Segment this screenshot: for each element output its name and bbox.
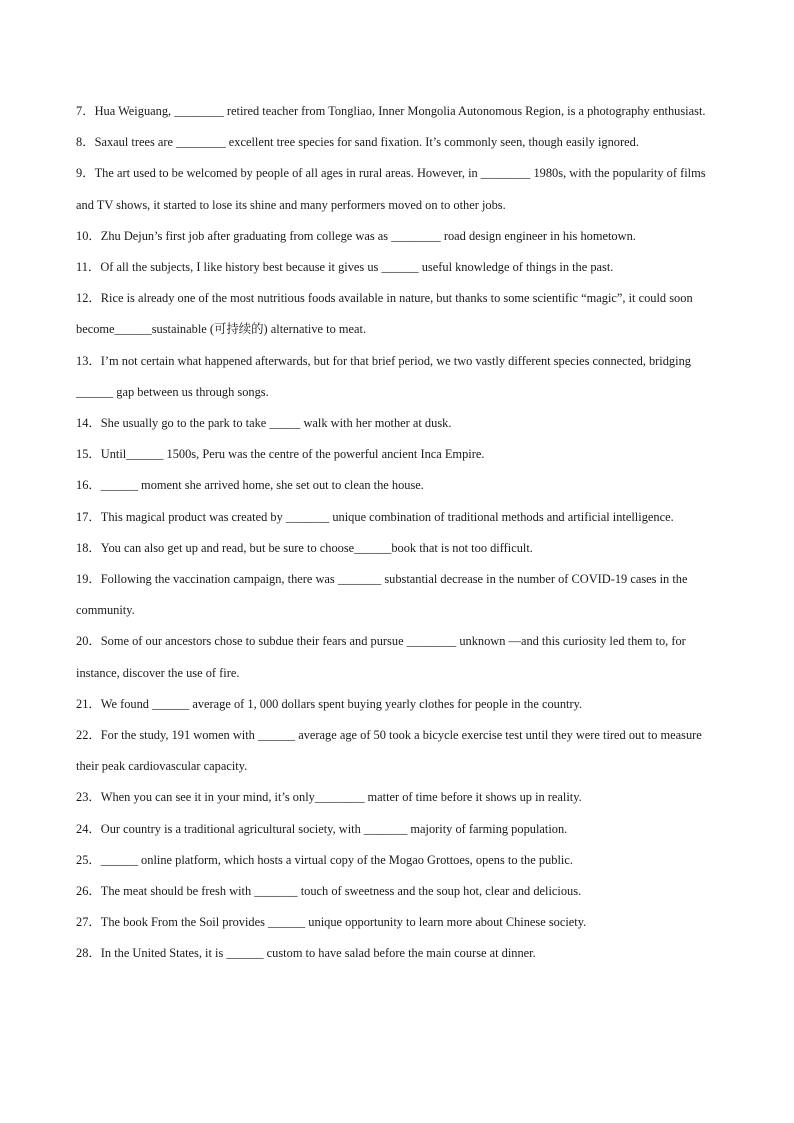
exercise-item-28: 28．In the United States, it is ______ custom to have salad before the main course at dinner. — [76, 946, 536, 961]
exercise-item-12: 12．Rice is already one of the most nutritious foods available in nature, but thanks to some scientific “magic”, it could soon become______sustainable (可持续的) alternative to meat. — [76, 291, 693, 337]
exercise-item-27: 27．The book From the Soil provides ______ unique opportunity to learn more about Chinese society. — [76, 915, 587, 930]
exercise-item-8: 8．Saxaul trees are ________ excellent tree species for sand fixation. It’s commonly seen, though easily ignored. — [76, 135, 639, 150]
exercise-item-15: 15．Until______ 1500s, Peru was the centre of the powerful ancient Inca Empire. — [76, 447, 485, 462]
exercise-item-18: 18．You can also get up and read, but be sure to choose______book that is not too difficult. — [76, 540, 533, 555]
exercise-item-16: 16．______ moment she arrived home, she set out to clean the house. — [76, 478, 424, 493]
exercise-item-21: 21．We found ______ average of 1, 000 dollars spent buying yearly clothes for people in the country. — [76, 696, 583, 711]
exercise-item-19: 19．Following the vaccination campaign, there was _______ substantial decrease in the number of COVID-19 cases in the community. — [76, 572, 688, 618]
exercise-item-20: 20．Some of our ancestors chose to subdue their fears and pursue ________ unknown —and this curiosity led them to, for instance, discover the use of fire. — [76, 634, 686, 680]
exercise-list — [76, 96, 724, 970]
exercise-item-7: 7．Hua Weiguang, ________ retired teacher from Tongliao, Inner Mongolia Autonomous Region, is a photography enthusiast. — [76, 104, 706, 118]
exercise-item-25: 25．______ online platform, which hosts a virtual copy of the Mogao Grottoes, opens to the public. — [76, 852, 573, 867]
exercise-item-13: 13．I’m not certain what happened afterwards, but for that brief period, we two vastly different species connected, bridging ______ gap between us through songs. — [76, 353, 691, 399]
exercise-item-22: 22．For the study, 191 women with ______ average age of 50 took a bicycle exercise test until they were tired out to measure their peak cardiovascular capacity. — [76, 728, 702, 774]
exercise-item-24: 24．Our country is a traditional agricultural society, with _______ majority of farming population. — [76, 821, 568, 836]
exercise-item-9: 9．The art used to be welcomed by people of all ages in rural areas. However, in ________ 1980s, with the popularity of films and TV shows, it started to lose its shine and many performers moved on to other jobs. — [76, 166, 706, 212]
exercise-item-11: 11．Of all the subjects, I like history best because it gives us ______ useful knowledge of things in the past. — [76, 260, 614, 275]
exercise-item-14: 14．She usually go to the park to take _____ walk with her mother at dusk. — [76, 416, 452, 431]
exercise-item-23: 23．When you can see it in your mind, it’s only________ matter of time before it shows up in reality. — [76, 790, 582, 805]
exercise-item-17: 17．This magical product was created by _______ unique combination of traditional methods and artificial intelligence. — [76, 509, 674, 524]
exercise-item-26: 26．The meat should be fresh with _______ touch of sweetness and the soup hot, clear and delicious. — [76, 884, 582, 899]
exercise-item-10: 10．Zhu Dejun’s first job after graduating from college was as ________ road design engineer in his hometown. — [76, 228, 636, 243]
